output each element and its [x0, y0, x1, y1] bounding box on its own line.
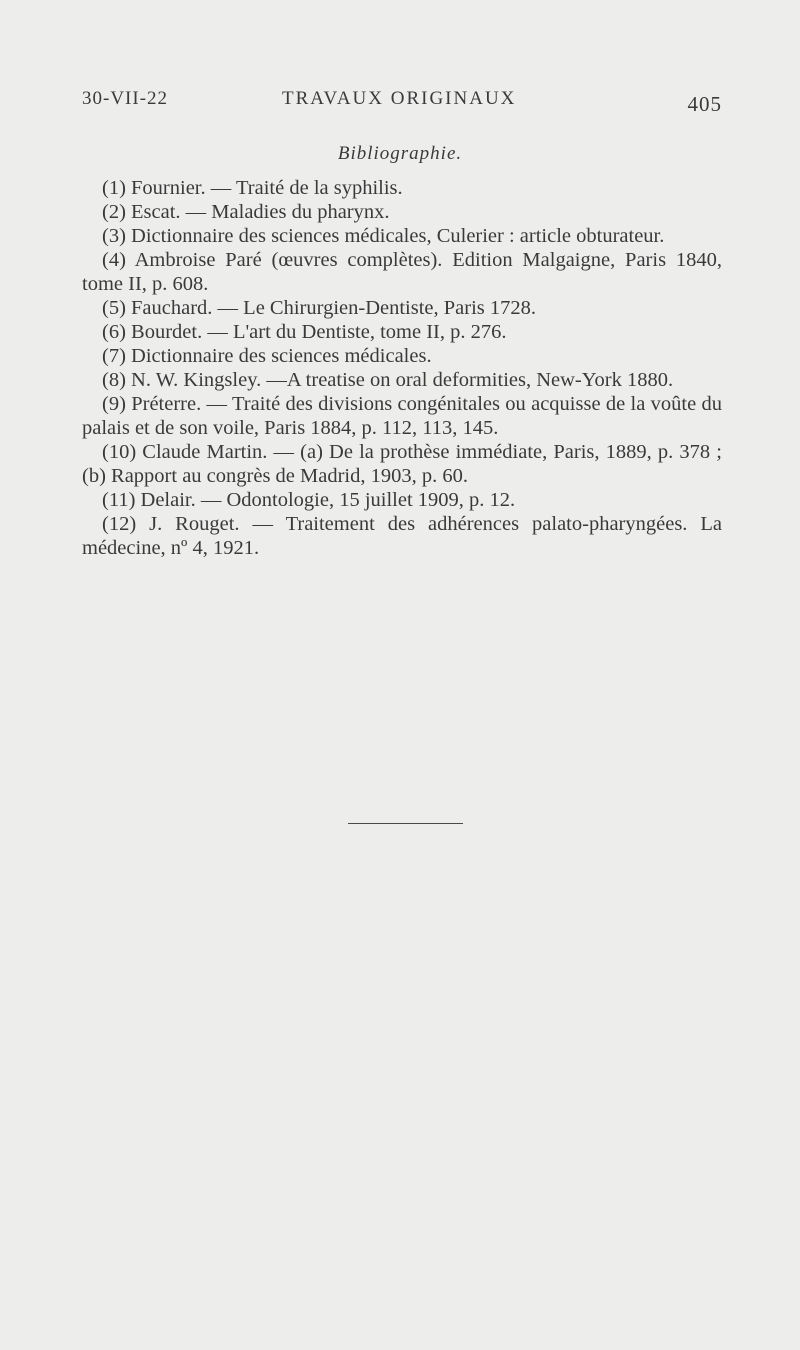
reference-item: (1) Fournier. — Traité de la syphilis.: [102, 177, 403, 199]
reference-item: (6) Bourdet. — L'art du Dentiste, tome II, p. 276.: [102, 321, 507, 343]
reference-item: (7) Dictionnaire des sciences médicales.: [102, 345, 432, 367]
reference-item: (11) Delair. — Odontologie, 15 juillet 1909, p. 12.: [102, 489, 516, 511]
issue-date: 30-VII-22: [82, 88, 169, 109]
page-number: 405: [687, 92, 722, 116]
bibliography-list: [82, 176, 722, 560]
reference-item: (2) Escat. — Maladies du pharynx.: [102, 201, 390, 223]
reference-item: (9) Préterre. — Traité des divisions congénitales ou acquisse de la voûte du palais et de son voile, Paris 1884, p. 112, 113, 145.: [82, 393, 722, 439]
running-head: [82, 88, 722, 118]
reference-item: (12) J. Rouget. — Traitement des adhérences palato-pharyngées. La médecine, nº 4, 1921.: [82, 513, 722, 559]
reference-item: (4) Ambroise Paré (œuvres complètes). Edition Malgaigne, Paris 1840, tome II, p. 608.: [82, 249, 722, 295]
reference-item: (5) Fauchard. — Le Chirurgien-Dentiste, Paris 1728.: [102, 297, 537, 319]
reference-item: (10) Claude Martin. — (a) De la prothèse immédiate, Paris, 1889, p. 378 ; (b) Rapport au congrès de Madrid, 1903, p. 60.: [82, 441, 722, 487]
journal-section-title: TRAVAUX ORIGINAUX: [282, 88, 517, 109]
reference-item: (3) Dictionnaire des sciences médicales, Culerier : article obturateur.: [102, 225, 665, 247]
end-rule: [348, 823, 463, 824]
reference-item: (8) N. W. Kingsley. —A treatise on oral deformities, New-York 1880.: [102, 369, 674, 391]
section-title: Bibliographie.: [337, 143, 463, 164]
